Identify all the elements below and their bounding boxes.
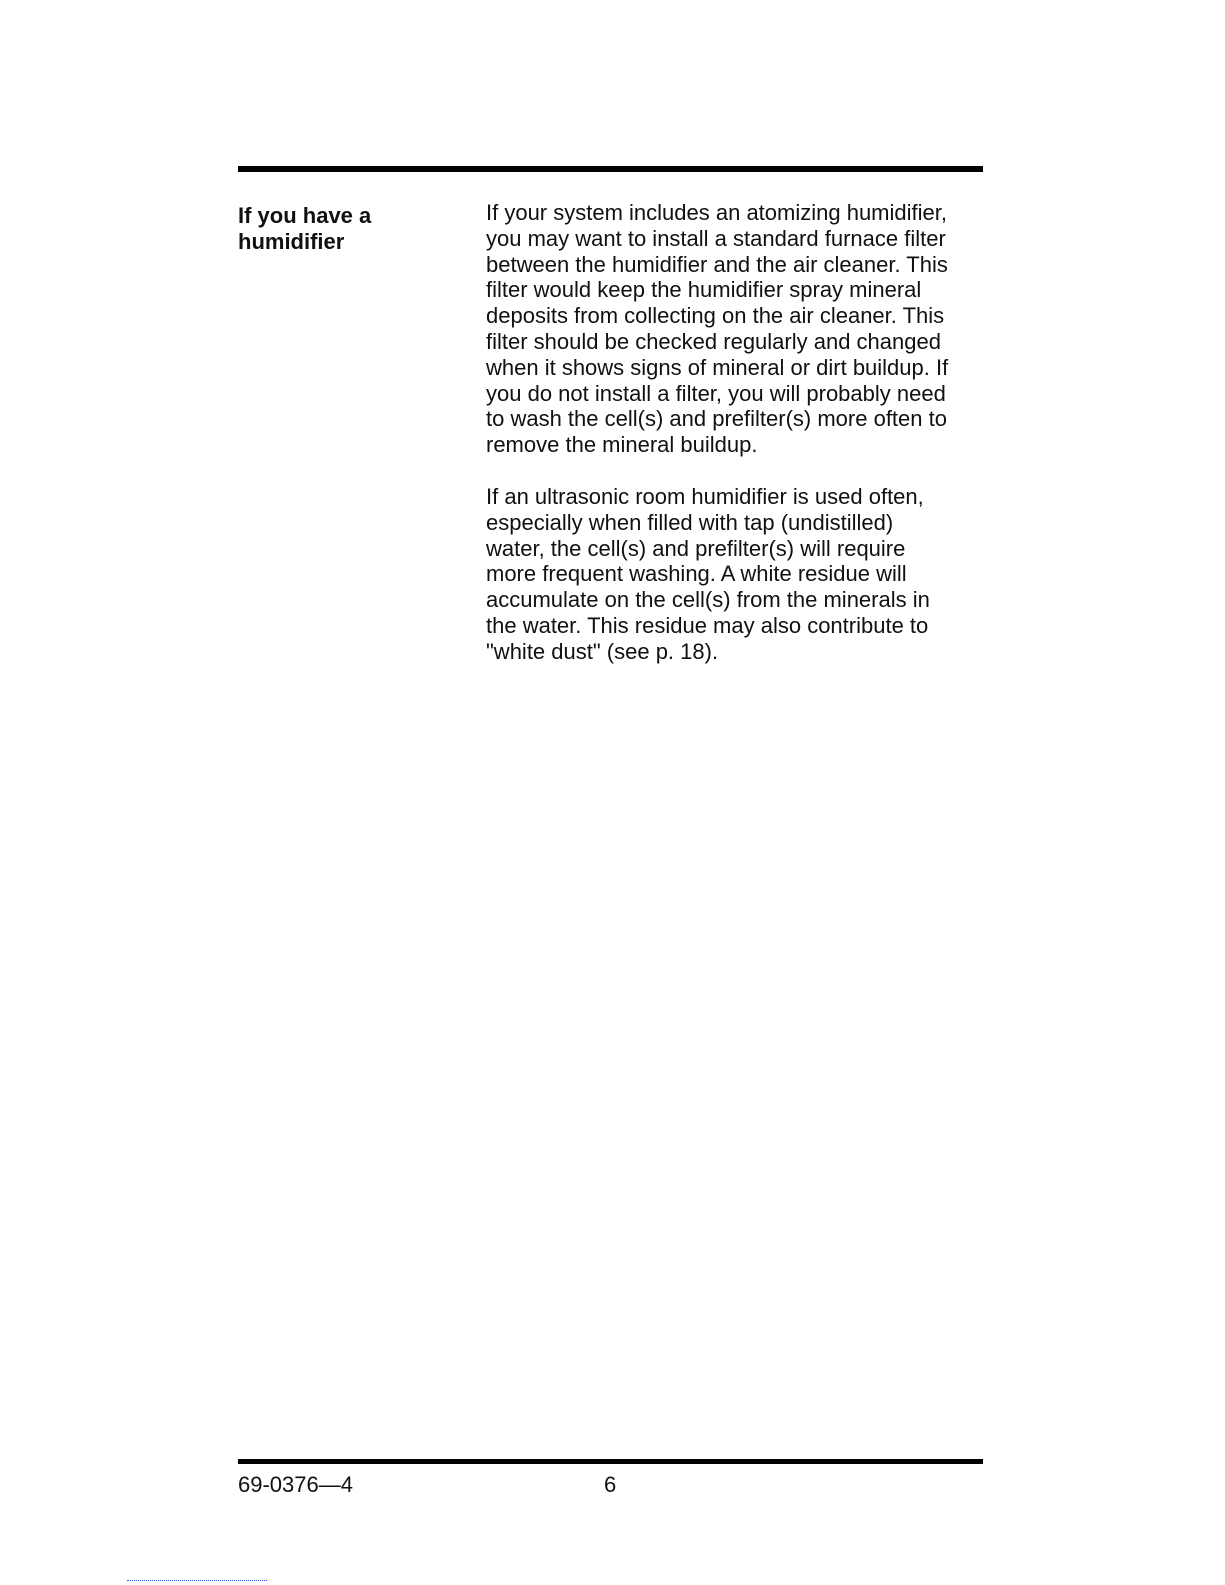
text-line: remove the mineral buildup.: [486, 432, 758, 458]
paragraph-atomizing-humidifier: [486, 200, 986, 458]
scan-artifact-line: [127, 1580, 267, 1581]
text-line: you may want to install a standard furnace filter: [486, 225, 946, 251]
text-line: the water. This residue may also contribute to: [486, 612, 929, 638]
bottom-rule: [238, 1459, 983, 1464]
paragraph-ultrasonic-humidifier: [486, 484, 986, 665]
text-line: If an ultrasonic room humidifier is used often,: [486, 483, 924, 509]
heading-line: If you have a: [238, 203, 372, 228]
section-body: [486, 200, 986, 691]
section-heading: [238, 203, 468, 255]
text-line: you do not install a filter, you will probably need: [486, 380, 946, 406]
text-line: between the humidifier and the air cleaner. This: [486, 251, 948, 277]
text-line: filter would keep the humidifier spray mineral: [486, 277, 922, 303]
heading-line: humidifier: [238, 229, 345, 254]
text-line: accumulate on the cell(s) from the minerals in: [486, 587, 930, 613]
text-line: especially when filled with tap (undistilled): [486, 509, 894, 535]
text-line: when it shows signs of mineral or dirt buildup. If: [486, 354, 949, 380]
text-line: to wash the cell(s) and prefilter(s) more often to: [486, 406, 947, 432]
text-line: water, the cell(s) and prefilter(s) will require: [486, 535, 906, 561]
text-line: more frequent washing. A white residue will: [486, 561, 907, 587]
document-number: 69-0376—4: [238, 1472, 353, 1497]
text-line: deposits from collecting on the air cleaner. This: [486, 303, 945, 329]
text-line: filter should be checked regularly and changed: [486, 328, 941, 354]
text-line: "white dust" (see p. 18).: [486, 638, 719, 664]
page-number: 6: [604, 1472, 617, 1497]
text-line: If your system includes an atomizing humidifier,: [486, 200, 947, 225]
top-rule: [238, 166, 983, 172]
